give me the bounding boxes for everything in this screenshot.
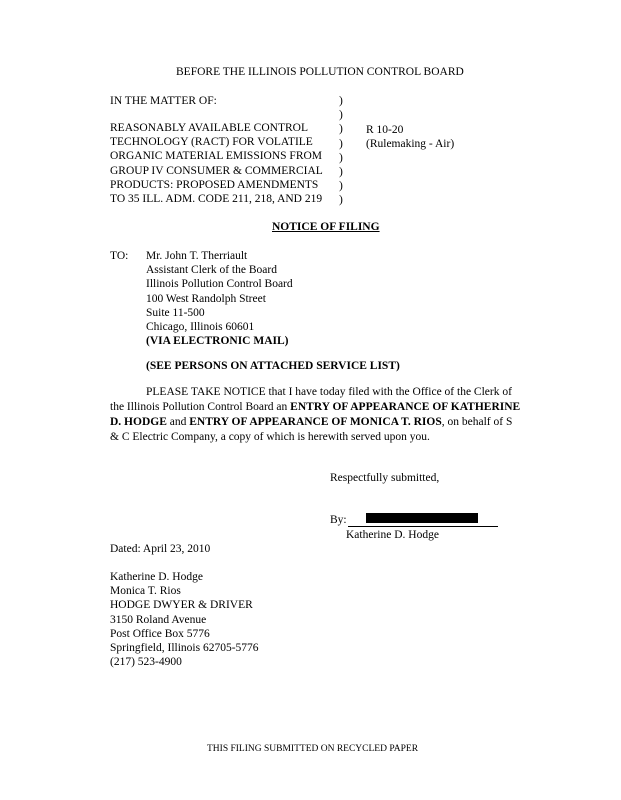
contact-line: Katherine D. Hodge	[110, 571, 203, 583]
body-emphasis: ENTRY OF APPEARANCE OF MONICA T. RIOS	[189, 416, 442, 428]
recycled-paper-footer: THIS FILING SUBMITTED ON RECYCLED PAPER	[207, 744, 419, 754]
addressee-block	[146, 251, 293, 350]
to-label: TO:	[110, 250, 129, 262]
addressee-line: Chicago, Illinois 60601	[146, 320, 255, 333]
caption-line: ORGANIC MATERIAL EMISSIONS FROM	[110, 150, 323, 163]
caption-bracket: )	[339, 165, 343, 178]
caption-line: REASONABLY AVAILABLE CONTROL	[110, 122, 308, 134]
body-text: the Illinois Pollution Control Board an	[110, 401, 291, 413]
caption-left-block	[110, 123, 323, 208]
body-line-1: PLEASE TAKE NOTICE that I have today filed with the Office of the Clerk of	[146, 386, 512, 398]
body-emphasis: D. HODGE	[110, 416, 167, 428]
addressee-line: Assistant Clerk of the Board	[146, 264, 277, 277]
closing: Respectfully submitted,	[330, 472, 440, 484]
caption-brackets	[339, 96, 343, 210]
contact-line: (217) 523-4900	[110, 656, 182, 669]
caption-line: TO 35 ILL. ADM. CODE 211, 218, AND 219	[110, 192, 323, 205]
case-type: (Rulemaking - Air)	[366, 138, 455, 150]
caption-bracket: )	[339, 194, 343, 207]
signer-name: Katherine D. Hodge	[346, 529, 439, 541]
service-list-note: (SEE PERSONS ON ATTACHED SERVICE LIST)	[146, 360, 400, 372]
board-title: BEFORE THE ILLINOIS POLLUTION CONTROL BOARD	[176, 66, 464, 78]
caption-bracket: )	[339, 123, 343, 136]
in-the-matter-label: IN THE MATTER OF:	[110, 95, 217, 107]
contact-line: Monica T. Rios	[110, 585, 181, 598]
caption-line: TECHNOLOGY (RACT) FOR VOLATILE	[110, 136, 313, 149]
body-line-3	[110, 417, 512, 429]
contact-block	[110, 572, 259, 671]
delivery-method: (VIA ELECTRONIC MAIL)	[146, 335, 289, 348]
caption-bracket: )	[339, 137, 343, 150]
caption-bracket: )	[339, 109, 343, 122]
caption-bracket: )	[339, 151, 343, 164]
case-number: R 10-20	[366, 124, 404, 136]
addressee-line: 100 West Randolph Street	[146, 292, 266, 305]
dated-line: Dated: April 23, 2010	[110, 543, 211, 555]
notice-title: NOTICE OF FILING	[272, 221, 380, 233]
contact-line: HODGE DWYER & DRIVER	[110, 599, 253, 612]
contact-line: Post Office Box 5776	[110, 627, 210, 640]
body-text: and	[166, 416, 190, 428]
caption-bracket: )	[339, 180, 343, 193]
body-emphasis: ENTRY OF APPEARANCE OF KATHERINE	[290, 401, 521, 413]
body-line-4: & C Electric Company, a copy of which is herewith served upon you.	[110, 431, 430, 443]
signature-redaction	[366, 513, 478, 523]
contact-line: 3150 Roland Avenue	[110, 613, 207, 626]
body-line-2	[110, 402, 520, 414]
addressee-line: Mr. John T. Therriault	[146, 250, 248, 262]
addressee-line: Illinois Pollution Control Board	[146, 278, 293, 291]
caption-line: PRODUCTS: PROPOSED AMENDMENTS	[110, 178, 319, 191]
by-label: By:	[330, 514, 347, 526]
caption-line: GROUP IV CONSUMER & COMMERCIAL	[110, 164, 323, 177]
addressee-line: Suite 11-500	[146, 306, 205, 319]
caption-bracket: )	[339, 95, 343, 107]
body-text: , on behalf of S	[441, 416, 513, 428]
contact-line: Springfield, Illinois 62705-5776	[110, 641, 259, 654]
